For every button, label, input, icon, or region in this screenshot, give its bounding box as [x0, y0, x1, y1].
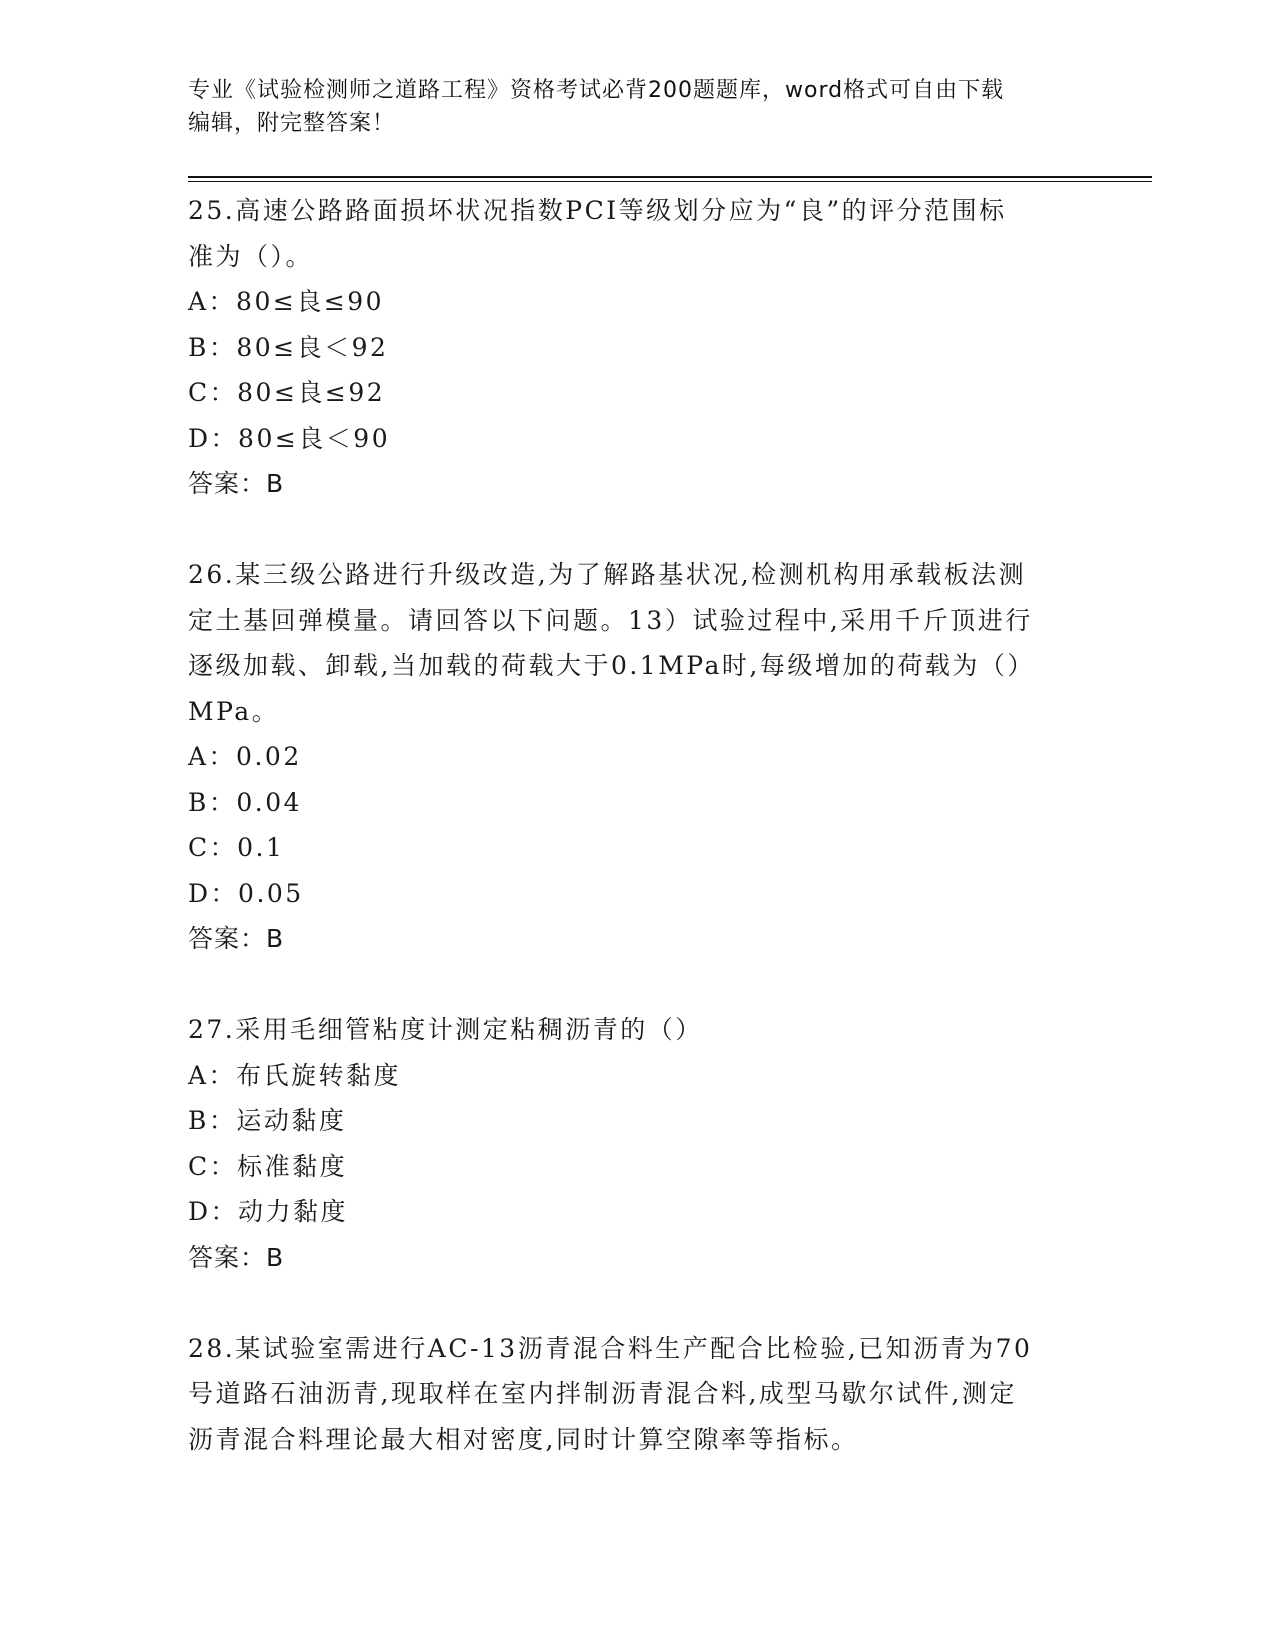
- option-b: B：80≤良＜92: [188, 332, 389, 362]
- spacer: [188, 962, 1088, 1008]
- header-rule-thick: [188, 176, 1152, 178]
- header-line-2: 编辑，附完整答案！: [188, 111, 396, 136]
- question-text-line: 号道路石油沥青,现取样在室内拌制沥青混合料,成型马歇尔试件,测定: [188, 1379, 1017, 1408]
- option-a: A：布氏旋转黏度: [188, 1060, 402, 1090]
- question-28: [188, 1326, 1088, 1463]
- question-text-line: MPa。: [188, 696, 280, 726]
- option-a: A：80≤良≤90: [188, 287, 385, 316]
- question-text-line: 28.某试验室需进行AC-13沥青混合料生产配合比检验,已知沥青为70: [188, 1333, 1033, 1363]
- spacer: [188, 507, 1088, 553]
- option-b: B：运动黏度: [188, 1106, 347, 1135]
- question-text-line: 定土基回弹模量。请回答以下问题。13）试验过程中,采用千斤顶进行: [188, 605, 1033, 635]
- question-text-line: 27.采用毛细管粘度计测定粘稠沥青的（）: [188, 1015, 703, 1044]
- question-text-line: 准为（）。: [188, 241, 314, 271]
- option-c: C：80≤良≤92: [188, 378, 386, 407]
- option-d: D：0.05: [188, 878, 304, 908]
- question-27: [188, 1007, 1088, 1280]
- question-26: [188, 552, 1088, 962]
- option-a: A：0.02: [188, 742, 302, 771]
- spacer: [188, 1280, 1088, 1326]
- question-text-line: 逐级加载、卸载,当加载的荷载大于0.1MPa时,每级增加的荷载为（）: [188, 651, 1035, 680]
- question-list: [188, 188, 1088, 1462]
- answer-line: 答案：B: [188, 469, 285, 498]
- question-text-line: 沥青混合料理论最大相对密度,同时计算空隙率等指标。: [188, 1424, 859, 1454]
- option-c: C：0.1: [188, 833, 285, 862]
- answer-line: 答案：B: [188, 924, 285, 953]
- question-text-line: 25.高速公路路面损坏状况指数PCI等级划分应为“良”的评分范围标: [188, 196, 1007, 225]
- option-d: D：80≤良＜90: [188, 423, 391, 453]
- question-text-line: 26.某三级公路进行升级改造,为了解路基状况,检测机构用承载板法测: [188, 560, 1027, 589]
- answer-line: 答案：B: [188, 1242, 285, 1272]
- header-rule-thin: [188, 181, 1152, 182]
- question-25: [188, 188, 1088, 507]
- option-d: D：动力黏度: [188, 1197, 349, 1226]
- option-c: C：标准黏度: [188, 1151, 348, 1181]
- option-b: B：0.04: [188, 787, 303, 817]
- document-header: [188, 74, 1068, 140]
- header-line-1: 专业《试验检测师之道路工程》资格考试必背200题题库，word格式可自由下载: [188, 78, 1005, 103]
